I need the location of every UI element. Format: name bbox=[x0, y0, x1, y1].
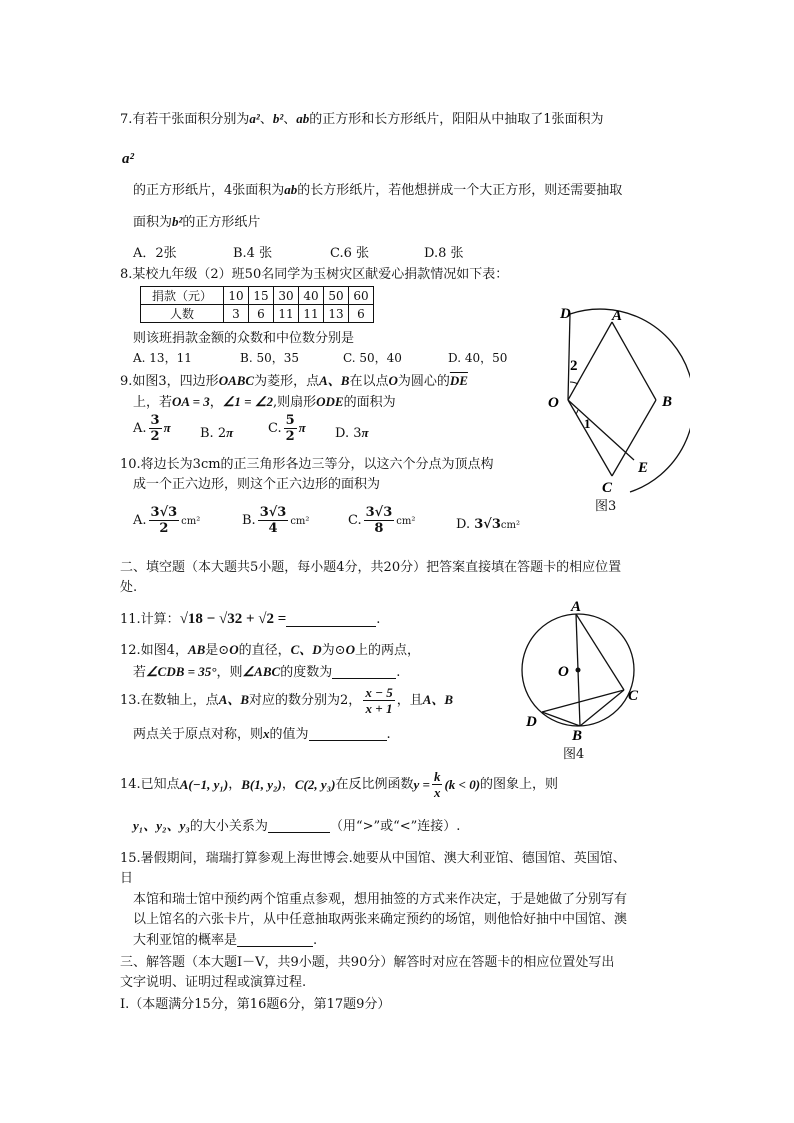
angle-1-arc bbox=[576, 410, 578, 414]
q9-line2: 上，若OA = 3，∠1 = ∠2,则扇形ODE的面积为 bbox=[133, 394, 396, 410]
segment-od bbox=[568, 314, 570, 400]
q10-line1: 10.将边长为3cm的正三角形各边三等分，以这六个分点为顶点构 bbox=[120, 457, 494, 472]
q13-line2: 两点关于原点对称，则x的值为 . bbox=[133, 726, 391, 742]
q8-question: 则该班捐款金额的众数和中位数分别是 bbox=[133, 331, 355, 346]
center-dot bbox=[576, 668, 581, 673]
table-cell: 3 bbox=[224, 305, 249, 323]
q12-line1: 12.如图4，AB是⊙O的直径，C、D为⊙O上的两点， bbox=[120, 642, 420, 658]
donation-table bbox=[140, 286, 374, 323]
q8-option-b: B. 50，35 bbox=[240, 351, 299, 365]
table-cell: 11 bbox=[299, 305, 324, 323]
q7-option-c: C.6 张 bbox=[330, 246, 370, 261]
q10-line2: 成一个正六边形，则这个正六边形的面积为 bbox=[133, 477, 381, 492]
label-a: A bbox=[571, 599, 582, 615]
label-e: E bbox=[638, 460, 649, 476]
section-3-line1: 三、解答题（本大题Ⅰ－Ⅴ，共9小题，共90分）解答时对应在答题卡的相应位置处写出 bbox=[120, 955, 615, 970]
table-cell: 6 bbox=[349, 305, 374, 323]
section-2-line2: 处. bbox=[120, 580, 138, 595]
q7-line2: a² bbox=[122, 151, 134, 167]
chord-dc bbox=[542, 690, 624, 712]
table-cell: 60 bbox=[349, 287, 374, 305]
table-header-cell: 捐款（元） bbox=[141, 287, 224, 305]
q11: 11.计算：√18 − √32 + √2 = . bbox=[120, 611, 381, 627]
table-cell: 40 bbox=[299, 287, 324, 305]
q15-line4: 以上馆名的六张卡片，从中任意抽取两张来确定预约的场馆，则他恰好抽中中国馆、澳 bbox=[133, 912, 628, 927]
q12-line2: 若∠CDB = 35°，则∠ABC的度数为 . bbox=[133, 664, 401, 680]
table-cell: 10 bbox=[224, 287, 249, 305]
angle-2-arc bbox=[570, 382, 578, 384]
q9-option-a: A. $\frac{3}{2}$ π bbox=[133, 413, 171, 444]
table-cell: 15 bbox=[249, 287, 274, 305]
q15-line3: 本馆和瑞士馆中预约两个馆重点参观，想用抽签的方式来作决定，于是她做了分别写有 bbox=[133, 892, 628, 907]
q9-option-c: C. $\frac{5}{2}$ π bbox=[268, 413, 306, 444]
q8-option-a: A. 13，11 bbox=[133, 351, 192, 365]
label-d: D bbox=[526, 714, 537, 730]
section-2-line1: 二、填空题（本大题共5小题，每小题4分，共20分）把答案直接填在答题卡的相应位置 bbox=[120, 560, 622, 575]
label-b: B bbox=[662, 394, 673, 410]
table-cell: 50 bbox=[324, 287, 349, 305]
q9-line1: 9.如图3，四边形OABC为菱形，点A、B在以点O为圆心的$\overline{DE}$ bbox=[120, 373, 468, 389]
q7-option-a: A．2张 bbox=[133, 246, 177, 261]
label-a: A bbox=[612, 308, 623, 324]
label-o: O bbox=[558, 664, 569, 680]
q7-line1: 7.有若干张面积分别为a²、b²、ab的正方形和长方形纸片，阳阳从中抽取了1张面积为 bbox=[120, 111, 604, 127]
label-angle-1: 1 bbox=[584, 416, 591, 431]
segment-ab bbox=[612, 322, 656, 400]
q15-line5: 大利亚馆的概率是 . bbox=[133, 933, 318, 948]
q9-option-d: D. 3π bbox=[335, 425, 369, 441]
q8-option-d: D. 40，50 bbox=[448, 351, 508, 365]
section-3-line2: 文字说明、证明过程或演算过程. bbox=[120, 975, 307, 990]
table-header-cell: 人数 bbox=[141, 305, 224, 323]
q9-option-b: B. 2π bbox=[200, 425, 234, 441]
q14-line1: 14.已知点A(−1, y₁)，B(1, y₂)，C(2, y₃)在反比例函数y = $\frac{k}{x}$ (k < 0)的图象上，则 bbox=[120, 769, 559, 800]
q10-option-c: C. $\frac{3√3}{8}$ cm² bbox=[348, 505, 416, 536]
table-cell: 30 bbox=[274, 287, 299, 305]
q7-option-d: D.8 张 bbox=[424, 246, 464, 261]
q15-line1: 15.暑假期间，瑞瑞打算参观上海世博会.她要从中国馆、澳大利亚馆、德国馆、英国馆、 bbox=[120, 851, 626, 866]
segment-oc bbox=[568, 400, 612, 476]
table-cell: 13 bbox=[324, 305, 349, 323]
q13-line1: 13.在数轴上，点A、B对应的数分别为2， $\frac{x - 5}{x + 1}$ ，且A、B bbox=[120, 685, 454, 716]
q15-line2: 日 bbox=[120, 871, 134, 886]
q7-line3: 的正方形纸片，4张面积为ab的长方形纸片，若他想拼成一个大正方形，则还需要抽取 bbox=[133, 182, 623, 198]
segment-oe bbox=[568, 400, 634, 460]
q14-line2: y₁、y₂、y₃的大小关系为 （用“>”或“<”连接）. bbox=[133, 818, 461, 834]
chord-ac bbox=[576, 614, 624, 690]
table-cell: 6 bbox=[249, 305, 274, 323]
label-angle-2: 2 bbox=[570, 358, 578, 374]
table-row bbox=[141, 287, 374, 305]
label-b: B bbox=[572, 728, 583, 744]
q7-line4: 面积为b²的正方形纸片 bbox=[133, 214, 261, 230]
label-c: C bbox=[628, 688, 639, 704]
q10-option-d: D. 3√3cm² bbox=[456, 517, 520, 532]
table-row bbox=[141, 305, 374, 323]
figure-4 bbox=[508, 598, 658, 748]
q7-option-b: B.4 张 bbox=[233, 246, 273, 261]
table-cell: 11 bbox=[274, 305, 299, 323]
segment-bc bbox=[612, 400, 656, 476]
q10-option-a: A. $\frac{3√3}{2}$ cm² bbox=[133, 505, 201, 536]
figure-3-caption: 图3 bbox=[595, 499, 617, 514]
label-o: O bbox=[548, 395, 559, 411]
section-3-line3: Ⅰ.（本题满分15分，第16题6分，第17题9分） bbox=[120, 997, 391, 1012]
q8-text: 8.某校九年级（2）班50名同学为玉树灾区献爱心捐款情况如下表： bbox=[120, 267, 509, 282]
q10-option-b: B. $\frac{3√3}{4}$ cm² bbox=[242, 505, 310, 536]
label-d: D bbox=[560, 306, 571, 322]
q8-option-c: C. 50，40 bbox=[343, 351, 402, 365]
label-c: C bbox=[602, 480, 613, 496]
figure-4-caption: 图4 bbox=[563, 747, 585, 762]
figure-3 bbox=[540, 300, 690, 520]
